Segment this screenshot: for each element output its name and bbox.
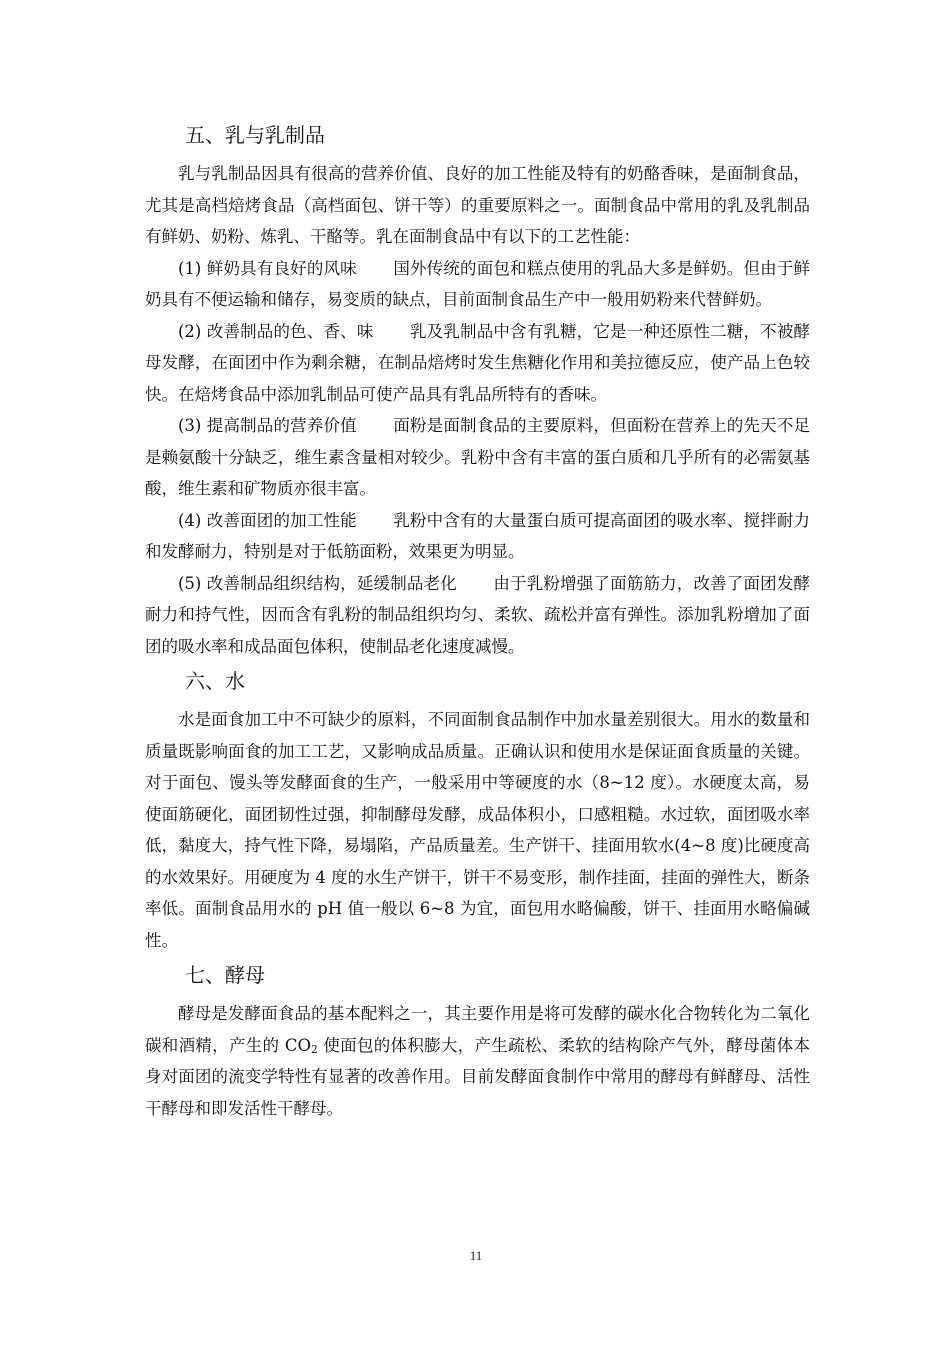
page-body (145, 120, 810, 1128)
paragraph-yeast (145, 998, 810, 1124)
section-heading-yeast: 七、酵母 (185, 963, 265, 987)
section-dairy (145, 120, 810, 662)
yeast-text-after: 使面包的体积膨大，产生疏松、柔软的结构除产气外，酵母菌体本身对面团的流变学特性有显著的改善作用。目前发酵面食制作中常用的酵母有鲜酵母、活性干酵母和即发活性干酵母。 (145, 1035, 810, 1118)
item-text: 面粉是面制食品的主要原料，但面粉在营养上的先天不足是赖氨酸十分缺乏，维生素含量相对较少。乳粉中含有丰富的蛋白质和几乎所有的必需氨基酸，维生素和矿物质亦很丰富。 (145, 416, 810, 498)
paragraph-dairy-item-3 (145, 410, 810, 505)
section-heading-water: 六、水 (185, 669, 245, 693)
item-title: (1) 鲜奶具有良好的风味 (178, 258, 357, 278)
item-title: (3) 提高制品的营养价值 (178, 416, 357, 435)
item-title: (2) 改善制品的色、香、味 (178, 321, 374, 341)
item-title: (4) 改善面团的加工性能 (178, 510, 357, 530)
section-yeast (145, 960, 810, 1124)
item-text: 国外传统的面包和糕点使用的乳品大多是鲜奶。但由于鲜奶具有不便运输和储存，易变质的缺点，目前面制食品生产中一般用奶粉来代替鲜奶。 (145, 258, 810, 309)
item-text: 由于乳粉增强了面筋筋力，改善了面团发酵耐力和持气性，因而含有乳粉的制品组织均匀、柔软、疏松并富有弹性。添加乳粉增加了面团的吸水率和成品面包体积，使制品老化速度减慢。 (145, 573, 811, 656)
item-text: 乳及乳制品中含有乳糖，它是一种还原性二糖，不被酵母发酵，在面团中作为剩余糖，在制品焙烤时发生焦糖化作用和美拉德反应，使产品上色较快。在焙烤食品中添加乳制品可使产品具有乳品所特有的香味。 (145, 321, 810, 404)
section-water (145, 666, 810, 956)
co2-subscript: 2 (311, 1042, 318, 1056)
paragraph-dairy-item-5 (145, 568, 810, 663)
item-title: (5) 改善制品组织结构，延缓制品老化 (178, 573, 457, 593)
paragraph-dairy-item-2 (145, 316, 810, 411)
page-number: 11 (469, 1248, 483, 1263)
section-heading-dairy: 五、乳与乳制品 (185, 123, 325, 147)
paragraph-dairy-item-4 (145, 505, 810, 568)
paragraph-dairy-intro: 乳与乳制品因具有很高的营养价值、良好的加工性能及特有的奶酪香味，是面制食品，尤其是高档焙烤食品（高档面包、饼干等）的重要原料之一。面制食品中常用的乳及乳制品有鲜奶、奶粉、炼乳、干酪等。乳在面制食品中有以下的工艺性能： (145, 164, 810, 246)
paragraph-water: 水是面食加工中不可缺少的原料，不同面制食品制作中加水量差别很大。用水的数量和质量既影响面食的加工工艺，又影响成品质量。正确认识和使用水是保证面食质量的关键。对于面包、馒头等发酵面食的生产，一般采用中等硬度的水（8~12 度）。水硬度太高，易使面筋硬化，面团韧性过强，抑制酵母发酵，成品体积小，口感粗糙。水过软，面团吸水率低，黏度大，持气性下降，易塌陷，产品质量差。生产饼干、挂面用软水(4~8 度)比硬度高的水效果好。用硬度为 4 度的水生产饼干，饼干不易变形，制作挂面，挂面的弹性大，断条率低。面制食品用水的 pH 值一般以 6~8 为宜，面包用水略偏酸，饼干、挂面用水略偏碱性。 (145, 710, 810, 950)
yeast-text-before: 酵母是发酵面食品的基本配料之一，其主要作用是将可发酵的碳水化合物转化为二氧化碳和酒精，产生的 CO (145, 1004, 810, 1055)
item-text: 乳粉中含有的大量蛋白质可提高面团的吸水率、搅拌耐力和发酵耐力，特别是对于低筋面粉，效果更为明显。 (145, 510, 810, 561)
paragraph-dairy-item-1 (145, 253, 810, 316)
